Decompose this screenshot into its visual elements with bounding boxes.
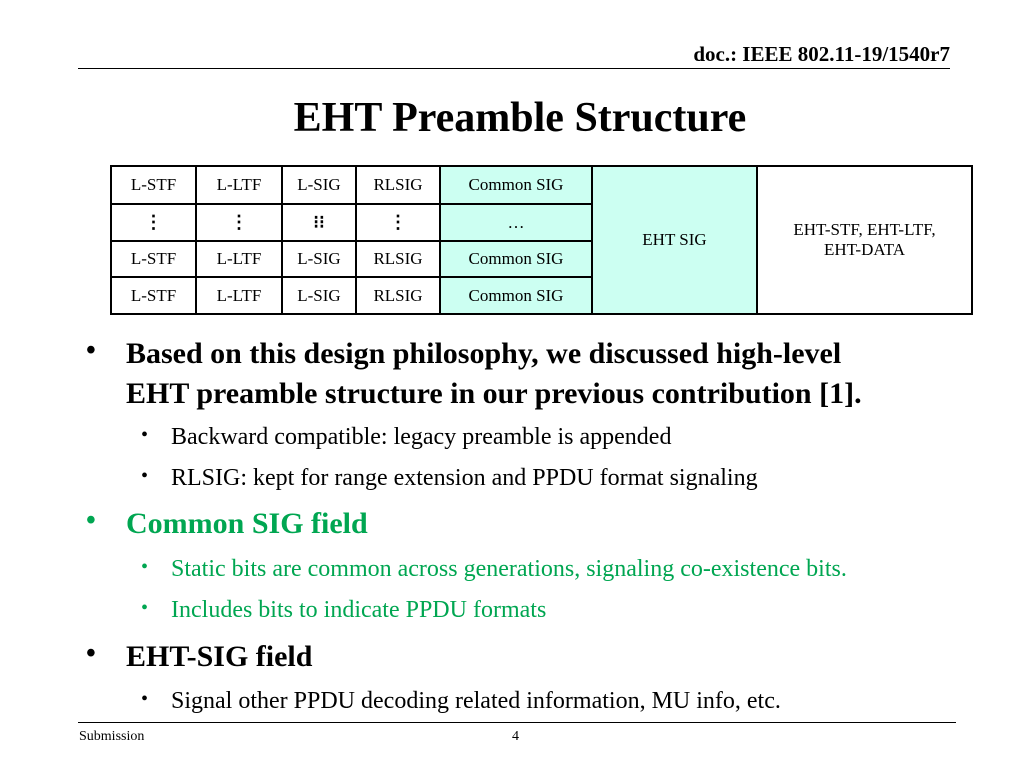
cell-l-sig-4: L-SIG [281,276,357,315]
bullet-eht-sig-field: EHT-SIG field [126,640,313,673]
footer-submission: Submission [79,729,145,744]
sub-bullet-ppdu-formats: Includes bits to indicate PPDU formats [171,597,547,623]
cell-eht-sig: EHT SIG [591,165,758,315]
bullet-marker: • [86,638,96,669]
cell-l-sig-1: L-SIG [281,165,357,205]
eht-data-line1: EHT-STF, EHT-LTF, [793,220,936,239]
cell-l-ltf-4: L-LTF [195,276,283,315]
cell-l-ltf-3: L-LTF [195,240,283,278]
cell-rlsig-4: RLSIG [355,276,441,315]
sub-bullet-marker: • [141,688,149,710]
header-rule [78,68,950,69]
cell-common-sig-3: Common SIG [439,240,593,278]
cell-rlsig-3: RLSIG [355,240,441,278]
cell-rlsig-dots: ⋮ [355,203,441,242]
cell-rlsig-1: RLSIG [355,165,441,205]
bullet-line-1: Based on this design philosophy, we discussed high-level [126,337,842,370]
footer-rule [78,722,956,723]
eht-data-line2: EHT-DATA [823,240,906,259]
cell-eht-stf-ltf-data [756,165,973,315]
page-number: 4 [512,729,519,744]
sub-bullet-marker: • [141,424,149,446]
cell-l-stf-4: L-STF [110,276,197,315]
cell-common-sig-1: Common SIG [439,165,593,205]
bullet-marker: • [86,335,96,366]
preamble-diagram [110,165,973,315]
bullet-design-philosophy [126,334,986,414]
cell-l-ltf-dots: ⋮ [195,203,283,242]
page-title: EHT Preamble Structure [293,95,747,141]
sub-bullet-rlsig: RLSIG: kept for range extension and PPDU format signaling [171,465,758,491]
cell-l-stf-1: L-STF [110,165,197,205]
cell-l-sig-3: L-SIG [281,240,357,278]
doc-id: doc.: IEEE 802.11-19/1540r7 [693,42,950,66]
sub-bullet-backward-compatible: Backward compatible: legacy preamble is appended [171,424,672,450]
cell-l-stf-3: L-STF [110,240,197,278]
bullet-line-2: EHT preamble structure in our previous contribution [1]. [126,377,862,410]
sub-bullet-marker: • [141,597,149,619]
cell-l-stf-dots: ⋮ [110,203,197,242]
bullet-marker: • [86,505,96,536]
cell-common-sig-4: Common SIG [439,276,593,315]
cell-l-sig-dots: ⁝⁝ [281,203,357,242]
sub-bullet-static-bits: Static bits are common across generations, signaling co-existence bits. [171,556,847,582]
bullet-common-sig-field: Common SIG field [126,507,368,540]
cell-l-ltf-1: L-LTF [195,165,283,205]
cell-common-sig-dots: … [439,203,593,242]
sub-bullet-marker: • [141,556,149,578]
sub-bullet-signal-other: Signal other PPDU decoding related information, MU info, etc. [171,688,781,714]
sub-bullet-marker: • [141,465,149,487]
